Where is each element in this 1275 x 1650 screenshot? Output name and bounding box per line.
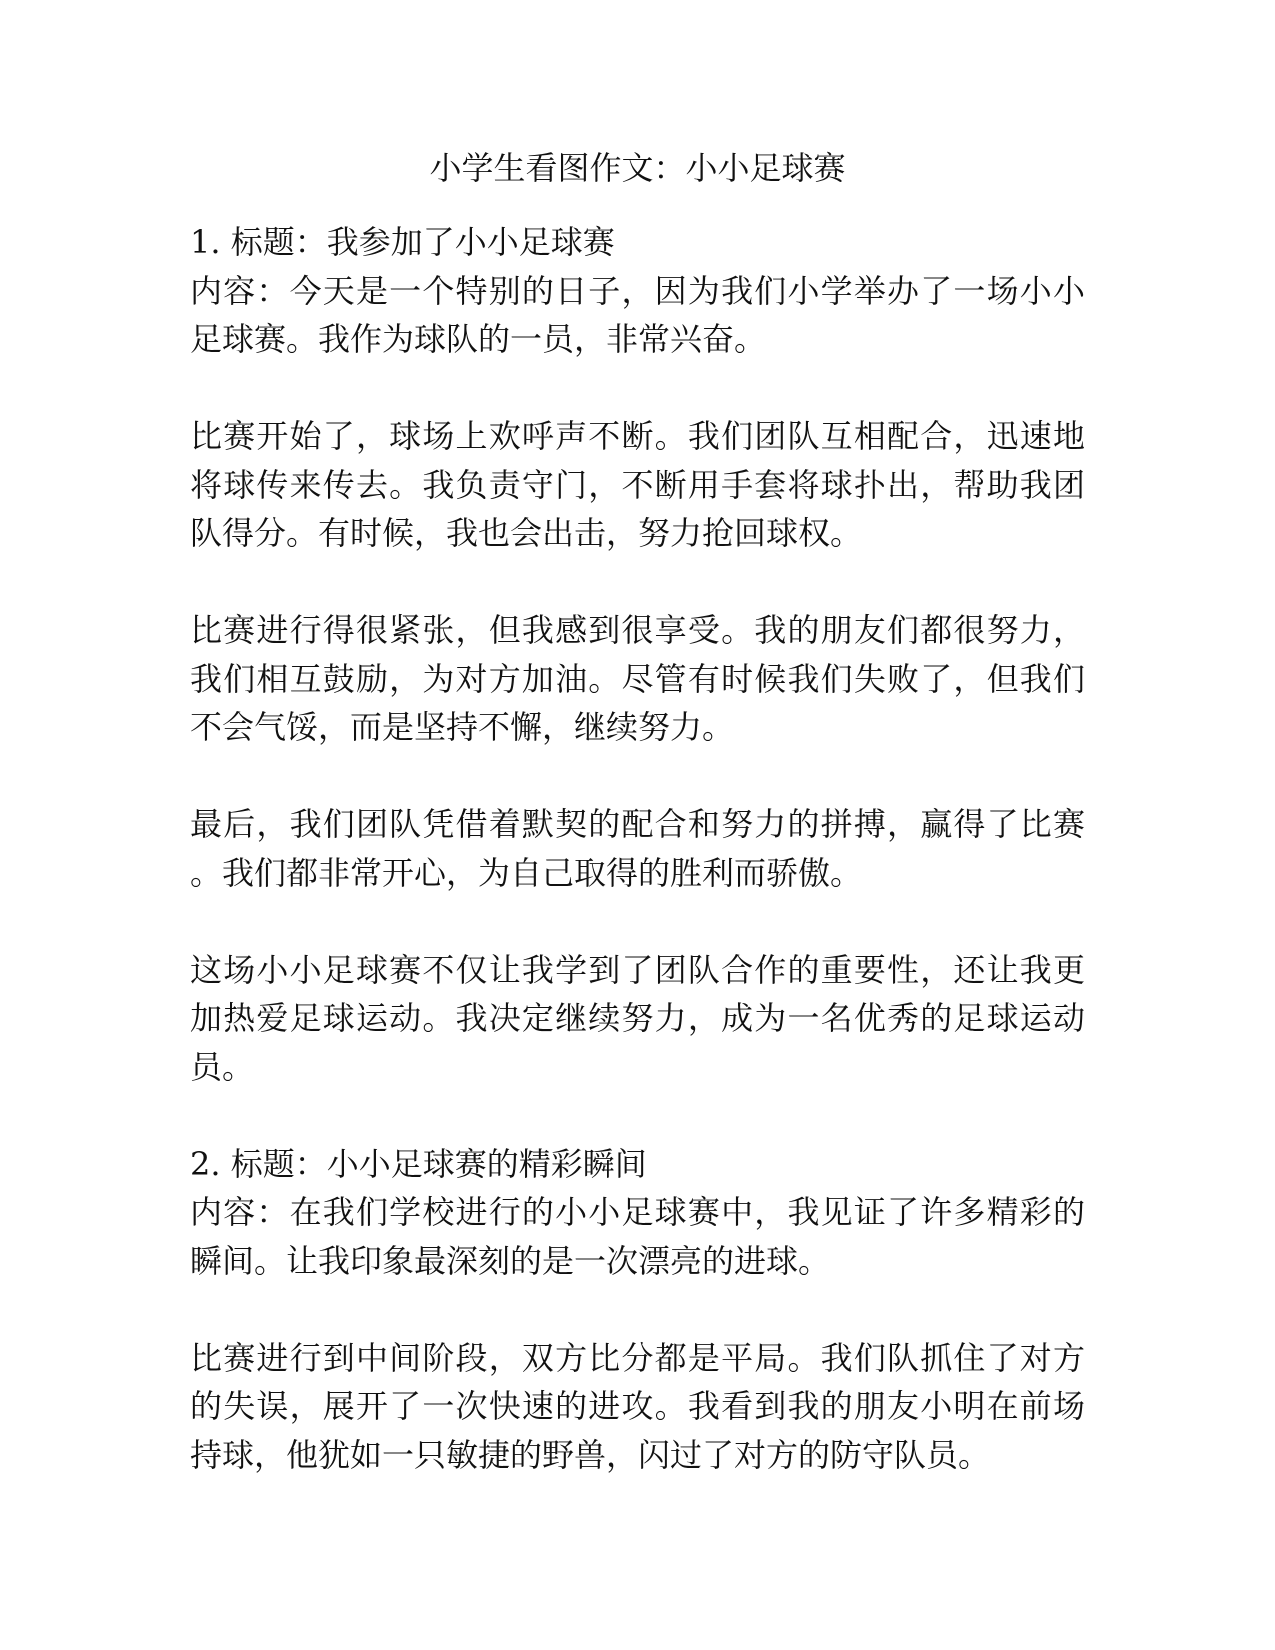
text-line: 这场小小足球赛不仅让我学到了团队合作的重要性，还让我更 <box>190 950 1085 989</box>
text-line: 最后，我们团队凭借着默契的配合和努力的拼搏，赢得了比赛 <box>190 805 1085 843</box>
text-line: 足球赛。我作为球队的一员，非常兴奋。 <box>190 320 767 358</box>
text-line: 2. 标题：小小足球赛的精彩瞬间 <box>190 1144 647 1183</box>
text-line: 比赛进行得很紧张，但我感到很享受。我的朋友们都很努力， <box>190 611 1085 649</box>
text-line: 内容：今天是一个特别的日子，因为我们小学举办了一场小小 <box>190 271 1085 310</box>
text-line: 我们相互鼓励，为对方加油。尽管有时候我们失败了，但我们 <box>190 659 1085 698</box>
text-line: 瞬间。让我印象最深刻的是一次漂亮的进球。 <box>190 1241 831 1280</box>
paragraph-gap <box>190 1285 1085 1334</box>
text-line: 的失误，展开了一次快速的进攻。我看到我的朋友小明在前场 <box>190 1387 1085 1425</box>
paragraph-gap <box>190 558 1085 607</box>
text-line: 。我们都非常开心，为自己取得的胜利而骄傲。 <box>190 853 863 892</box>
text-line: 1. 标题：我参加了小小足球赛 <box>190 223 615 261</box>
text-line: 比赛开始了，球场上欢呼声不断。我们团队互相配合，迅速地 <box>190 417 1085 455</box>
paragraph-gap <box>190 1091 1085 1140</box>
paragraph-gap <box>190 752 1085 801</box>
text-line: 员。 <box>190 1047 255 1086</box>
text-line: 将球传来传去。我负责守门，不断用手套将球扑出，帮助我团 <box>190 465 1085 504</box>
text-line: 不会气馁，而是坚持不懈，继续努力。 <box>190 708 735 746</box>
document-title: 小学生看图作文：小小足球赛 <box>429 149 846 187</box>
text-line: 加热爱足球运动。我决定继续努力，成为一名优秀的足球运动 <box>190 999 1085 1037</box>
paragraph-gap <box>190 364 1085 413</box>
document-body <box>190 218 1085 1479</box>
text-line: 内容：在我们学校进行的小小足球赛中，我见证了许多精彩的 <box>190 1193 1085 1231</box>
paragraph-gap <box>190 897 1085 946</box>
text-line: 持球，他犹如一只敏捷的野兽，闪过了对方的防守队员。 <box>190 1435 991 1474</box>
text-line: 队得分。有时候，我也会出击，努力抢回球权。 <box>190 514 863 552</box>
text-line: 比赛进行到中间阶段，双方比分都是平局。我们队抓住了对方 <box>190 1338 1085 1377</box>
